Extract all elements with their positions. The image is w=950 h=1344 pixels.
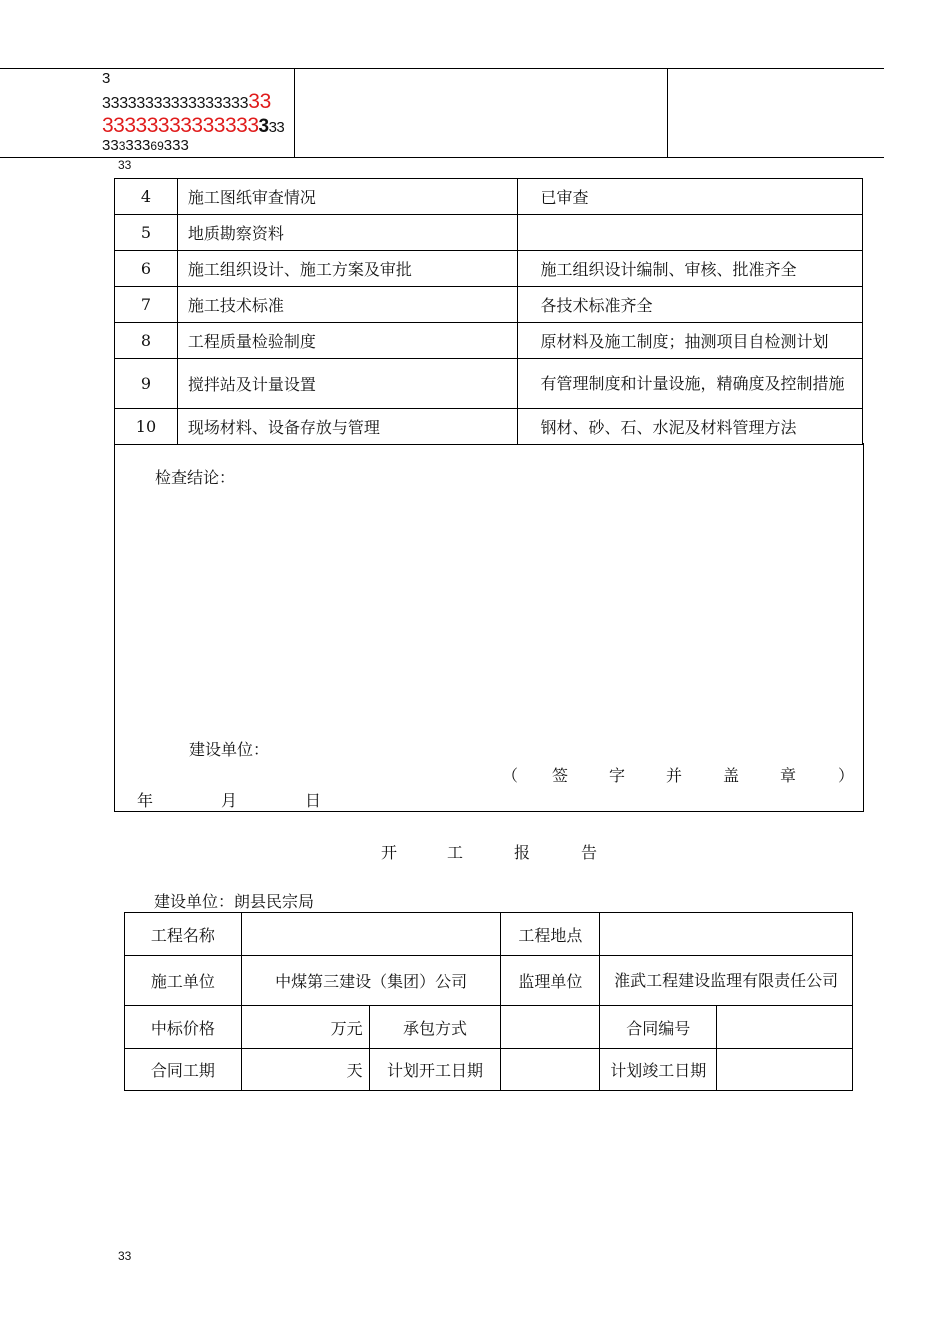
header-text-line-1: 3 xyxy=(102,70,111,87)
row-number: 4 xyxy=(115,179,178,215)
sign-char: 签 xyxy=(552,766,569,785)
row-number: 6 xyxy=(115,251,178,287)
contractor-label: 施工单位 xyxy=(125,956,242,1006)
project-name-value xyxy=(241,913,501,956)
sign-char: 字 xyxy=(609,766,626,785)
table-row xyxy=(125,1006,853,1049)
plan-finish-label: 计划竣工日期 xyxy=(600,1049,717,1091)
row-number: 5 xyxy=(115,215,178,251)
conclusion-box xyxy=(114,443,864,812)
row-result: 原材料及施工制度；抽测项目自检测计划 xyxy=(518,323,863,359)
bid-price-label: 中标价格 xyxy=(125,1006,242,1049)
duration-unit: 天 xyxy=(241,1049,369,1091)
table-row xyxy=(115,323,863,359)
report-table xyxy=(124,912,853,1091)
table-row xyxy=(115,251,863,287)
contract-mode-value xyxy=(501,1006,600,1049)
contract-no-value xyxy=(717,1006,853,1049)
bid-price-unit: 万元 xyxy=(241,1006,369,1049)
sign-char: ） xyxy=(838,766,855,785)
row-number: 7 xyxy=(115,287,178,323)
row-result: 有管理制度和计量设施，精确度及控制措施 xyxy=(518,359,863,409)
title-char: 开 xyxy=(381,843,398,862)
project-location-label: 工程地点 xyxy=(501,913,600,956)
row-item: 搅拌站及计量设置 xyxy=(177,359,518,409)
plan-start-label: 计划开工日期 xyxy=(369,1049,501,1091)
title-char: 报 xyxy=(514,843,531,862)
header-text-line-3: 33333333333333333 xyxy=(102,114,285,137)
row-result: 钢材、砂、石、水泥及材料管理方法 xyxy=(518,409,863,445)
title-char: 工 xyxy=(447,843,464,862)
supervisor-value: 淮武工程建设监理有限责任公司 xyxy=(600,956,853,1006)
row-item: 现场材料、设备存放与管理 xyxy=(177,409,518,445)
row-item: 工程质量检验制度 xyxy=(177,323,518,359)
table-row xyxy=(125,1049,853,1091)
contractor-value: 中煤第三建设（集团）公司 xyxy=(241,956,501,1006)
date-month: 月 xyxy=(221,791,238,810)
row-result: 已审查 xyxy=(518,179,863,215)
title-char: 告 xyxy=(581,843,598,862)
contract-no-label: 合同编号 xyxy=(600,1006,717,1049)
row-number: 10 xyxy=(115,409,178,445)
sign-char: 并 xyxy=(666,766,683,785)
supervisor-label: 监理单位 xyxy=(501,956,600,1006)
row-result: 施工组织设计编制、审核、批准齐全 xyxy=(518,251,863,287)
date-year: 年 xyxy=(137,791,154,810)
report-builder-line: 建设单位：朗县民宗局 xyxy=(154,892,315,911)
table-row xyxy=(115,359,863,409)
header-text-line-5: 33 xyxy=(118,158,132,172)
header-rule-bottom xyxy=(0,157,884,158)
table-row xyxy=(115,179,863,215)
row-result: 各技术标准齐全 xyxy=(518,287,863,323)
table-row xyxy=(115,287,863,323)
table-row xyxy=(115,409,863,445)
project-location-value xyxy=(600,913,853,956)
header-text-line-2: 3333333333333333333 xyxy=(102,90,271,113)
row-item: 施工组织设计、施工方案及审批 xyxy=(177,251,518,287)
plan-finish-value xyxy=(717,1049,853,1091)
header-rule-top xyxy=(0,68,884,69)
row-item: 施工图纸审查情况 xyxy=(177,179,518,215)
row-number: 9 xyxy=(115,359,178,409)
row-number: 8 xyxy=(115,323,178,359)
checklist-table xyxy=(114,178,863,445)
duration-label: 合同工期 xyxy=(125,1049,242,1091)
sign-char: 盖 xyxy=(723,766,740,785)
date-day: 日 xyxy=(305,791,322,810)
header-divider-2 xyxy=(667,68,668,157)
sign-char: （ xyxy=(502,766,519,785)
row-result xyxy=(518,215,863,251)
table-row xyxy=(115,215,863,251)
table-row xyxy=(125,913,853,956)
builder-label: 建设单位： xyxy=(189,740,270,759)
plan-start-value xyxy=(501,1049,600,1091)
row-item: 地质勘察资料 xyxy=(177,215,518,251)
conclusion-label: 检查结论： xyxy=(155,468,236,487)
row-item: 施工技术标准 xyxy=(177,287,518,323)
project-name-label: 工程名称 xyxy=(125,913,242,956)
header-divider-1 xyxy=(294,68,295,157)
header-text-line-4: 33333369333 xyxy=(102,137,189,154)
page-number: 33 xyxy=(118,1249,132,1263)
contract-mode-label: 承包方式 xyxy=(369,1006,501,1049)
table-row xyxy=(125,956,853,1006)
sign-char: 章 xyxy=(780,766,797,785)
